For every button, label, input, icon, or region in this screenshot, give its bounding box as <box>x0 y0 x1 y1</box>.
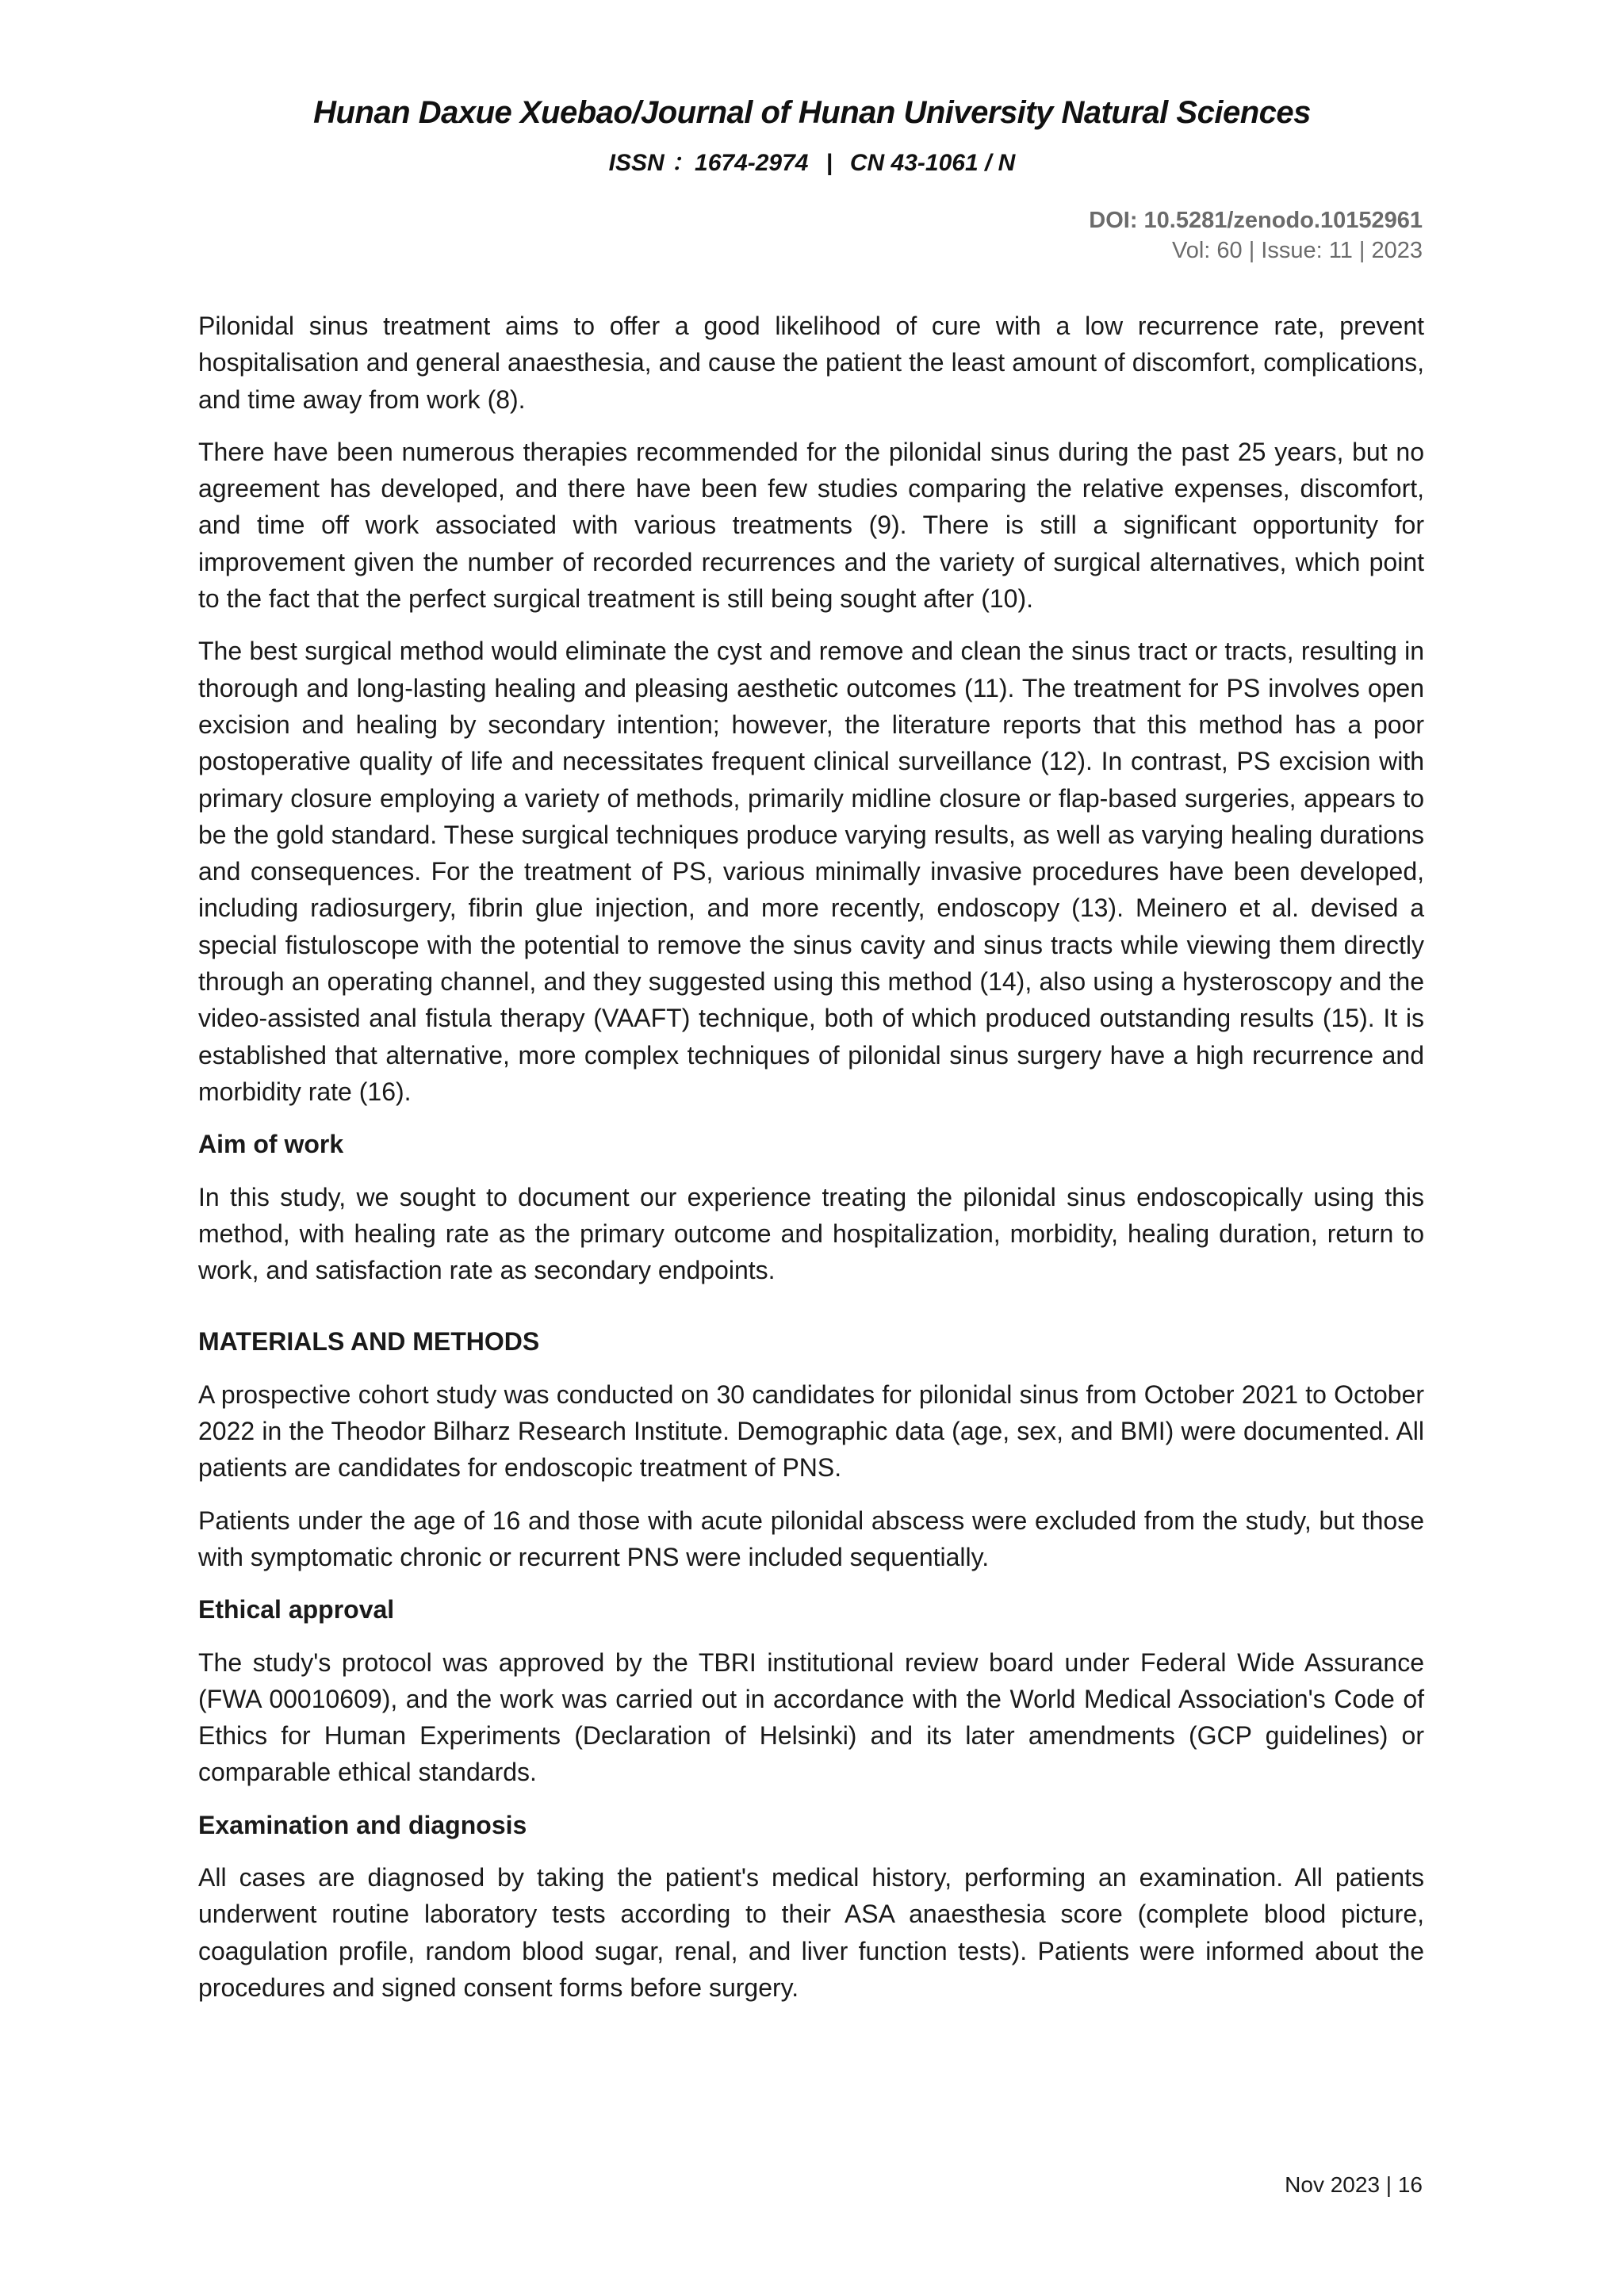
exam-heading: Examination and diagnosis <box>198 1810 527 1839</box>
page-footer: Nov 2023 | 16 <box>1285 2172 1423 2197</box>
cn-number: CN 43-1061 / N <box>849 150 1016 176</box>
paragraph-surgical-method: The best surgical method would eliminate the cyst and remove and clean the sinus tract or tracts, resulting in thorough and long-lasting healing and pleasing aesthetic outcomes (11). The treatment for PS involves open excision and healing by secondary intention; however, the literature reports that this method has a poor postoperative quality of life and necessitates frequent clinical surveillance (12). In contrast, PS excision with primary closure employing a variety of methods, primarily midline closure or flap-based surgeries, appears to be the gold standard. These surgical techniques produce varying results, as well as varying healing durations and consequences. For the treatment of PS, various minimally invasive procedures have been developed, including radiosurgery, fibrin glue injection, and more recently, endoscopy (13). Meinero et al. devised a special fistuloscope with the potential to remove the sinus cavity and sinus tracts while viewing them directly through an operating channel, and they suggested using this method (14), also using a hysteroscopy and the video-assisted anal fistula therapy (VAAFT) technique, both of which produced outstanding results (15). It is established that alternative, more complex techniques of pilonidal sinus surgery have a high recurrence and morbidity rate (16). <box>198 637 1424 1106</box>
issn-separator: | <box>825 150 833 176</box>
exam-paragraph: All cases are diagnosed by taking the patient's medical history, performing an examination. All patients underwent routine laboratory tests according to their ASA anaesthesia score (complete blood picture, coagulation profile, random blood sugar, renal, and liver function tests). Patients were informed about the procedures and signed consent forms before surgery. <box>198 1862 1424 2002</box>
article-body <box>198 308 1424 2022</box>
methods-paragraph-1: A prospective cohort study was conducted on 30 candidates for pilonidal sinus from October 2021 to October 2022 in the Theodor Bilharz Research Institute. Demographic data (age, sex, and BMI) were documented. All patients are candidates for endoscopic treatment of PNS. <box>198 1380 1424 1483</box>
ethics-heading: Ethical approval <box>198 1595 395 1624</box>
aim-heading: Aim of work <box>198 1130 344 1159</box>
ethics-paragraph: The study's protocol was approved by the TBRI institutional review board under Federal Wide Assurance (FWA 00010609), and the work was carried out in accordance with the World Medical Association's Code of Ethics for Human Experiments (Declaration of Helsinki) and its later amendments (GCP guidelines) or comparable ethical standards. <box>198 1647 1424 1787</box>
volume-issue: Vol: 60 | Issue: 11 | 2023 <box>1171 238 1423 263</box>
journal-title: Hunan Daxue Xuebao/Journal of Hunan University Natural Sciences <box>313 95 1311 130</box>
issn: ISSN ：1674-2974 <box>608 150 809 176</box>
paragraph-treatment-aims: Pilonidal sinus treatment aims to offer a good likelihood of cure with a low recurrence rate, prevent hospitalisation and general anaesthesia, and cause the patient the least amount of discomfort, complications, and time away from work (8). <box>198 312 1424 414</box>
issn-line <box>0 143 1624 178</box>
methods-heading: MATERIALS AND METHODS <box>198 1327 540 1357</box>
aim-paragraph: In this study, we sought to document our experience treating the pilonidal sinus endoscopically using this method, with healing rate as the primary outcome and hospitalization, morbidity, healing duration, return to work, and satisfaction rate as secondary endpoints. <box>198 1182 1424 1285</box>
methods-paragraph-2: Patients under the age of 16 and those with acute pilonidal abscess were excluded from the study, but those with symptomatic chronic or recurrent PNS were included sequentially. <box>198 1506 1424 1571</box>
doi: DOI: 10.5281/zenodo.10152961 <box>1089 208 1423 233</box>
paragraph-therapies: There have been numerous therapies recommended for the pilonidal sinus during the past 25 years, but no agreement has developed, and there have been few studies comparing the relative expenses, discomfort, and time off work associated with various treatments (9). There is still a significant opportunity for improvement given the number of recorded recurrences and the variety of surgical alternatives, which point to the fact that the perfect surgical treatment is still being sought after (10). <box>198 437 1424 614</box>
